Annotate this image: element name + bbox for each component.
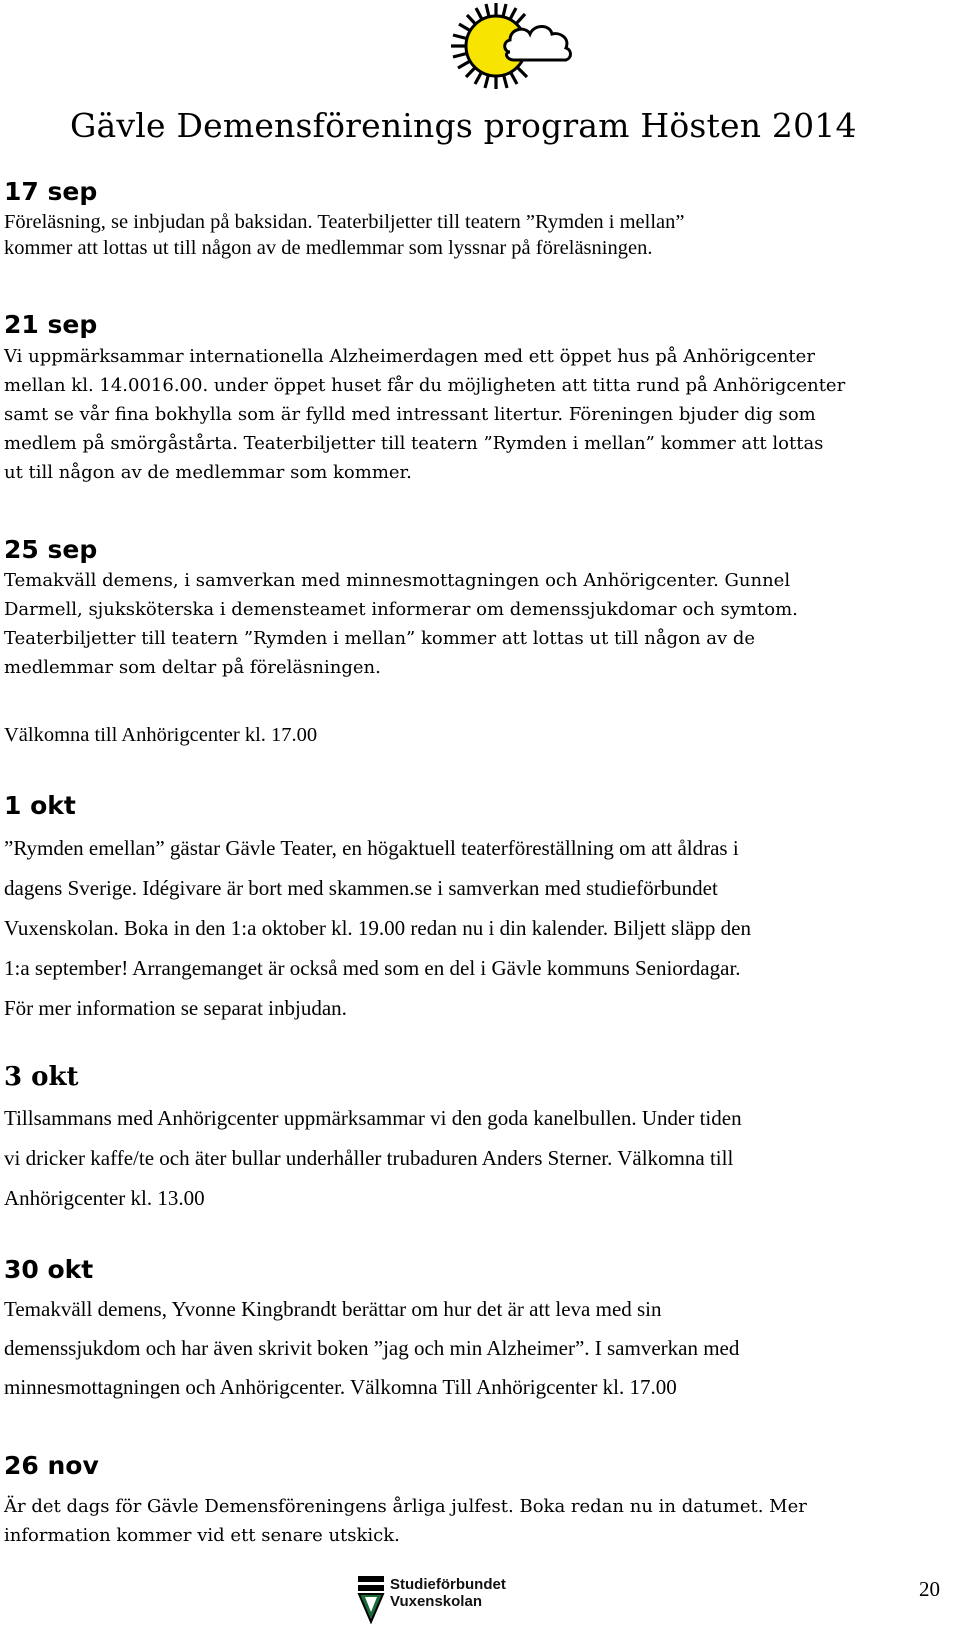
text-line: Vuxenskolan. Boka in den 1:a oktober kl. 19.00 redan nu i din kalender. Biljett släpp den [4, 916, 752, 940]
text-line: ”Rymden emellan” gästar Gävle Teater, en högaktuell teaterföreställning om att åldras i [4, 836, 739, 860]
event-date-30-okt: 30 okt [4, 1255, 94, 1284]
text-line: 1:a september! Arrangemanget är också med som en del i Gävle kommuns Seniordagar. [4, 956, 741, 980]
event-text-25-sep [4, 566, 954, 682]
page-number: 20 [919, 1577, 940, 1601]
event-text-17-sep [4, 209, 954, 261]
event-date-25-sep: 25 sep [4, 535, 98, 564]
event-welcome-25-sep: Välkomna till Anhörigcenter kl. 17.00 [4, 724, 318, 746]
text-line: vi dricker kaffe/te och äter bullar underhåller trubaduren Anders Sterner. Välkomna till [4, 1146, 734, 1170]
text-line: Darmell, sjuksköterska i demensteamet informerar om demenssjukdomar och symtom. [4, 599, 798, 620]
event-date-21-sep: 21 sep [4, 310, 98, 339]
text-line: samt se vår fina bokhylla som är fylld med intressant litertur. Föreningen bjuder dig som [4, 404, 816, 425]
text-line: För mer information se separat inbjudan. [4, 996, 347, 1020]
text-line: Teaterbiljetter till teatern ”Rymden i mellan” kommer att lottas ut till någon av de [4, 628, 756, 649]
event-date-3-okt: 3 okt [4, 1062, 79, 1092]
text-line: Temakväll demens, i samverkan med minnesmottagningen och Anhörigcenter. Gunnel [4, 570, 791, 591]
text-line: Är det dags för Gävle Demensföreningens årliga julfest. Boka redan nu in datumet. Mer [4, 1496, 807, 1517]
event-text-21-sep [4, 342, 954, 487]
text-line: minnesmottagningen och Anhörigcenter. Välkomna Till Anhörigcenter kl. 17.00 [4, 1375, 677, 1399]
logo-line: Studieförbundet [390, 1576, 506, 1593]
text-line: ut till någon av de medlemmar som kommer. [4, 462, 412, 483]
text-line: demenssjukdom och har även skrivit boken ”jag och min Alzheimer”. I samverkan med [4, 1336, 740, 1360]
text-line: dagens Sverige. Idégivare är bort med skammen.se i samverkan med studieförbundet [4, 876, 718, 900]
studieforbundet-logo [356, 1572, 526, 1626]
text-line: kommer att lottas ut till någon av de medlemmar som lyssnar på föreläsningen. [4, 237, 653, 259]
text-line: medlemmar som deltar på föreläsningen. [4, 657, 381, 678]
sun-cloud-logo [448, 2, 578, 90]
text-line: information kommer vid ett senare utskick. [4, 1525, 400, 1546]
page-title: Gävle Demensförenings program Hösten 2014 [70, 106, 857, 145]
text-line: medlem på smörgåstårta. Teaterbiljetter till teatern ”Rymden i mellan” kommer att lottas [4, 433, 824, 454]
event-date-26-nov: 26 nov [4, 1451, 99, 1480]
event-text-30-okt [4, 1290, 954, 1407]
logo-line: Vuxenskolan [390, 1593, 482, 1610]
text-line: Vi uppmärksammar internationella Alzheimerdagen med ett öppet hus på Anhörigcenter [4, 346, 815, 367]
cloud-icon [505, 27, 571, 61]
event-text-1-okt [4, 828, 954, 1028]
text-line: Anhörigcenter kl. 13.00 [4, 1186, 205, 1210]
logo-text [390, 1576, 506, 1610]
event-text-3-okt [4, 1098, 954, 1218]
event-date-1-okt: 1 okt [4, 791, 76, 820]
event-date-17-sep: 17 sep [4, 177, 98, 206]
text-line: mellan kl. 14.0016.00. under öppet huset får du möjligheten att titta rund på Anhörigcenter [4, 375, 846, 396]
v-shield-icon [356, 1574, 386, 1624]
text-line: Temakväll demens, Yvonne Kingbrandt berättar om hur det är att leva med sin [4, 1297, 662, 1321]
text-line: Tillsammans med Anhörigcenter uppmärksammar vi den goda kanelbullen. Under tiden [4, 1106, 742, 1130]
event-text-26-nov [4, 1492, 954, 1550]
text-line: Föreläsning, se inbjudan på baksidan. Teaterbiljetter till teatern ”Rymden i mellan” [4, 211, 685, 233]
